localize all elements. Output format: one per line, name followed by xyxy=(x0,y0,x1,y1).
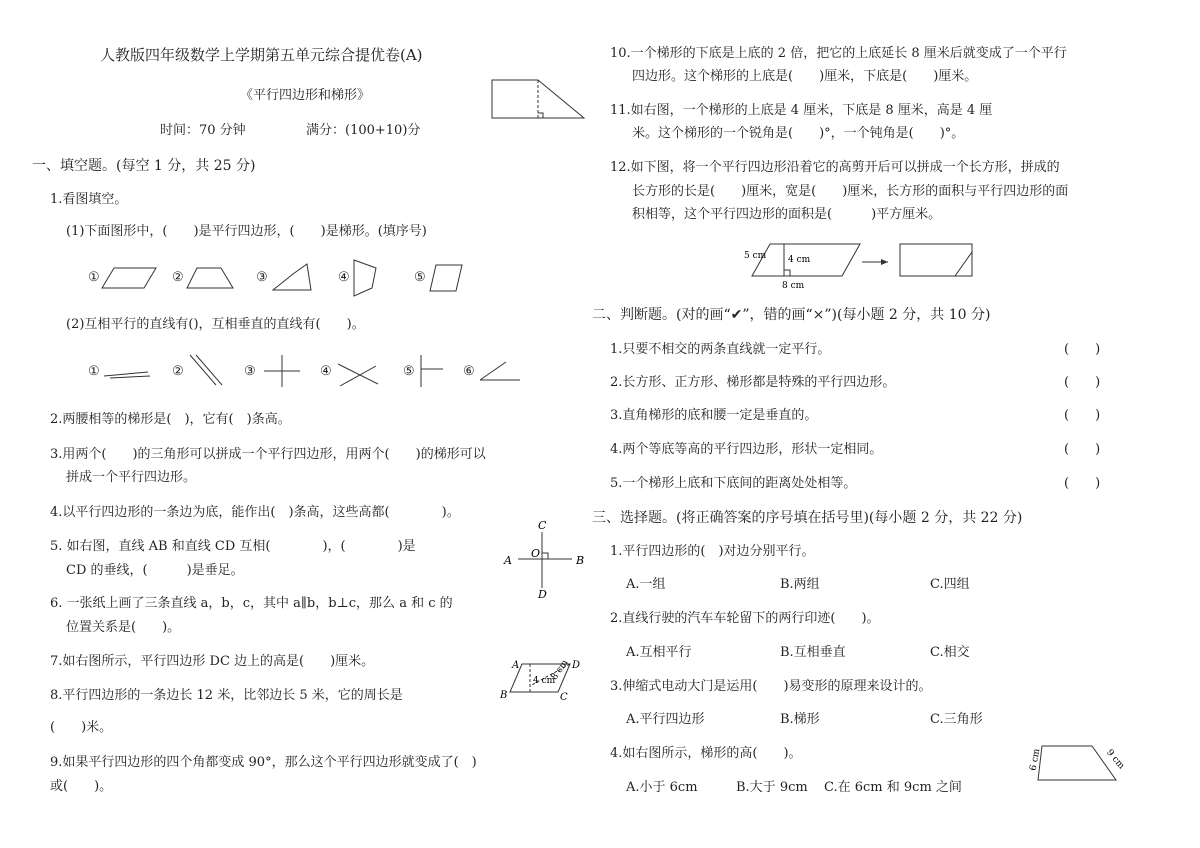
choice-q4-option-c[interactable]: C.在 6cm 和 9cm 之间 xyxy=(824,780,962,795)
judge-item-2: 2.长方形、正方形、梯形都是特殊的平行四边形。 xyxy=(610,375,896,390)
choice-q3-option-b[interactable]: B.梯形 xyxy=(780,712,820,727)
s1-q6-line2: 位置关系是( )。 xyxy=(66,620,181,635)
q7-parallelogram-figure xyxy=(500,656,590,702)
parallelogram-shape xyxy=(102,266,158,292)
q11-trapezoid-figure xyxy=(490,78,590,123)
page-title: 人教版四年级数学上学期第五单元综合提优卷(A) xyxy=(100,46,423,64)
q12-cut-paste-figure xyxy=(740,238,980,290)
q12-line2: 长方形的长是( )厘米，宽是( )厘米，长方形的面积与平行四边形的面 xyxy=(632,184,1069,199)
side-a-label: 6 cm xyxy=(1028,747,1043,772)
q11-line1: 11.如右图，一个梯形的上底是 4 厘米，下底是 8 厘米，高是 4 厘 xyxy=(610,103,993,118)
parallelogram-shape xyxy=(428,263,464,295)
lines-label: ⑤ xyxy=(403,364,415,379)
lines-label: ③ xyxy=(244,364,256,379)
s1-q9-line2: 或( )。 xyxy=(50,779,113,794)
page-subtitle: 《平行四边形和梯形》 xyxy=(240,88,371,103)
s1-q9-line1: 9.如果平行四边形的四个角都变成 90°，那么这个平行四边形就变成了( ) xyxy=(50,755,477,770)
s1-q6-line1: 6. 一张纸上画了三条直线 a，b，c，其中 a∥b，b⊥c，那么 a 和 c 的 xyxy=(50,596,453,611)
point-d-label: D xyxy=(572,660,581,671)
judge-bracket-1[interactable]: ( ) xyxy=(1064,342,1101,357)
lines-label: ⑥ xyxy=(463,364,475,379)
point-b-label: B xyxy=(500,690,508,701)
shape-label: ① xyxy=(88,270,100,285)
s1-q5-line2: CD 的垂线，( )是垂足。 xyxy=(66,563,244,578)
q10-line2: 四边形。这个梯形的上底是( )厘米，下底是( )厘米。 xyxy=(632,69,978,84)
trapezoid-shape xyxy=(187,266,235,292)
judge-item-5: 5.一个梯形上底和下底间的距离处处相等。 xyxy=(610,476,857,491)
judge-item-4: 4.两个等底等高的平行四边形，形状一定相同。 xyxy=(610,442,883,457)
s1-q2: 2.两腰相等的梯形是( )，它有( )条高。 xyxy=(50,412,291,427)
time-limit: 时间：70 分钟 xyxy=(160,123,246,138)
q5-perpendicular-figure xyxy=(500,518,590,600)
lines-label: ④ xyxy=(320,364,332,379)
section1-heading: 一、填空题。(每空 1 分，共 25 分) xyxy=(32,158,256,174)
s1-q1a: (1)下面图形中，( )是平行四边形，( )是梯形。(填序号) xyxy=(66,224,427,239)
shape-label: ③ xyxy=(256,270,268,285)
choice-q2: 2.直线行驶的汽车车轮留下的两行印迹( )。 xyxy=(610,611,880,626)
s1-q3-line2: 拼成一个平行四边形。 xyxy=(66,470,197,485)
q12-line1: 12.如下图，将一个平行四边形沿着它的高剪开后可以拼成一个长方形，拼成的 xyxy=(610,160,1060,175)
section2-heading: 二、判断题。(对的画“✔”，错的画“×”)(每小题 2 分，共 10 分) xyxy=(592,307,991,323)
choice-q4-option-b[interactable]: B.大于 9cm xyxy=(736,780,808,795)
quadrilateral-shape xyxy=(271,262,313,294)
shape-label: ② xyxy=(172,270,184,285)
base-label: 8 cm xyxy=(782,281,805,291)
parallel-lines-figure xyxy=(102,364,152,380)
right-trapezoid-shape xyxy=(352,258,380,298)
s1-q8-line2: ( )米。 xyxy=(50,720,113,735)
judge-bracket-3[interactable]: ( ) xyxy=(1064,408,1101,423)
point-d-label: D xyxy=(538,588,547,601)
height-label: 4 cm xyxy=(788,255,811,265)
slant-label: 8 cm xyxy=(549,658,571,683)
choice-q1: 1.平行四边形的( )对边分别平行。 xyxy=(610,544,815,559)
shape-label: ⑤ xyxy=(414,270,426,285)
q12-line3: 积相等，这个平行四边形的面积是( )平方厘米。 xyxy=(632,207,942,222)
section3-heading: 三、选择题。(将正确答案的序号填在括号里)(每小题 2 分，共 22 分) xyxy=(592,510,1023,526)
shape-label: ④ xyxy=(338,270,350,285)
choice-q4: 4.如右图所示，梯形的高( )。 xyxy=(610,746,802,761)
s1-q1b: (2)互相平行的直线有()，互相垂直的直线有( )。 xyxy=(66,317,365,332)
intersecting-lines-figure xyxy=(336,360,380,388)
q11-line2: 米。这个梯形的一个锐角是( )°，一个钝角是( )°。 xyxy=(632,126,965,141)
choice-q3-option-a[interactable]: A.平行四边形 xyxy=(626,712,705,727)
choice-q1-option-b[interactable]: B.两组 xyxy=(780,577,820,592)
point-o-label: O xyxy=(531,547,541,560)
q10-line1: 10.一个梯形的下底是上底的 2 倍，把它的上底延长 8 厘米后就变成了一个平行 xyxy=(610,46,1067,61)
perpendicular-lines-figure xyxy=(417,353,447,389)
point-a-label: A xyxy=(512,660,520,671)
judge-bracket-2[interactable]: ( ) xyxy=(1064,375,1101,390)
side-b-label: 9 cm xyxy=(1104,747,1127,772)
s1-q1: 1.看图填空。 xyxy=(50,192,128,207)
full-score: 满分：(100+10)分 xyxy=(306,123,421,138)
height-label: 4 cm xyxy=(533,676,556,686)
point-a-label: A xyxy=(504,554,512,567)
s1-q5-line1: 5. 如右图，直线 AB 和直线 CD 互相( )，( )是 xyxy=(50,539,416,554)
judge-item-1: 1.只要不相交的两条直线就一定平行。 xyxy=(610,342,831,357)
choice-q2-option-b[interactable]: B.互相垂直 xyxy=(780,645,846,660)
choice-q1-option-c[interactable]: C.四组 xyxy=(930,577,970,592)
parallel-lines-figure xyxy=(186,353,226,389)
point-c-label: C xyxy=(560,692,568,703)
point-b-label: B xyxy=(576,554,585,567)
judge-bracket-5[interactable]: ( ) xyxy=(1064,476,1101,491)
choice-q2-option-a[interactable]: A.互相平行 xyxy=(626,645,692,660)
choice-q3-option-c[interactable]: C.三角形 xyxy=(930,712,983,727)
choice-q4-option-a[interactable]: A.小于 6cm xyxy=(626,780,698,795)
choice-q2-option-c[interactable]: C.相交 xyxy=(930,645,970,660)
point-c-label: C xyxy=(538,519,547,532)
choice-q1-option-a[interactable]: A.一组 xyxy=(626,577,666,592)
q4-trapezoid-figure xyxy=(1018,740,1128,788)
side-label: 5 cm xyxy=(744,251,767,261)
judge-bracket-4[interactable]: ( ) xyxy=(1064,442,1101,457)
lines-label: ② xyxy=(172,364,184,379)
s1-q3-line1: 3.用两个( )的三角形可以拼成一个平行四边形，用两个( )的梯形可以 xyxy=(50,447,486,462)
angle-lines-figure xyxy=(478,360,522,384)
lines-label: ① xyxy=(88,364,100,379)
perpendicular-lines-figure xyxy=(262,353,302,389)
choice-q3: 3.伸缩式电动大门是运用( )易变形的原理来设计的。 xyxy=(610,679,932,694)
s1-q7: 7.如右图所示，平行四边形 DC 边上的高是( )厘米。 xyxy=(50,654,375,669)
judge-item-3: 3.直角梯形的底和腰一定是垂直的。 xyxy=(610,408,818,423)
s1-q4: 4.以平行四边形的一条边为底，能作出( )条高，这些高都( )。 xyxy=(50,505,460,520)
s1-q8-line1: 8.平行四边形的一条边长 12 米，比邻边长 5 米，它的周长是 xyxy=(50,688,403,703)
